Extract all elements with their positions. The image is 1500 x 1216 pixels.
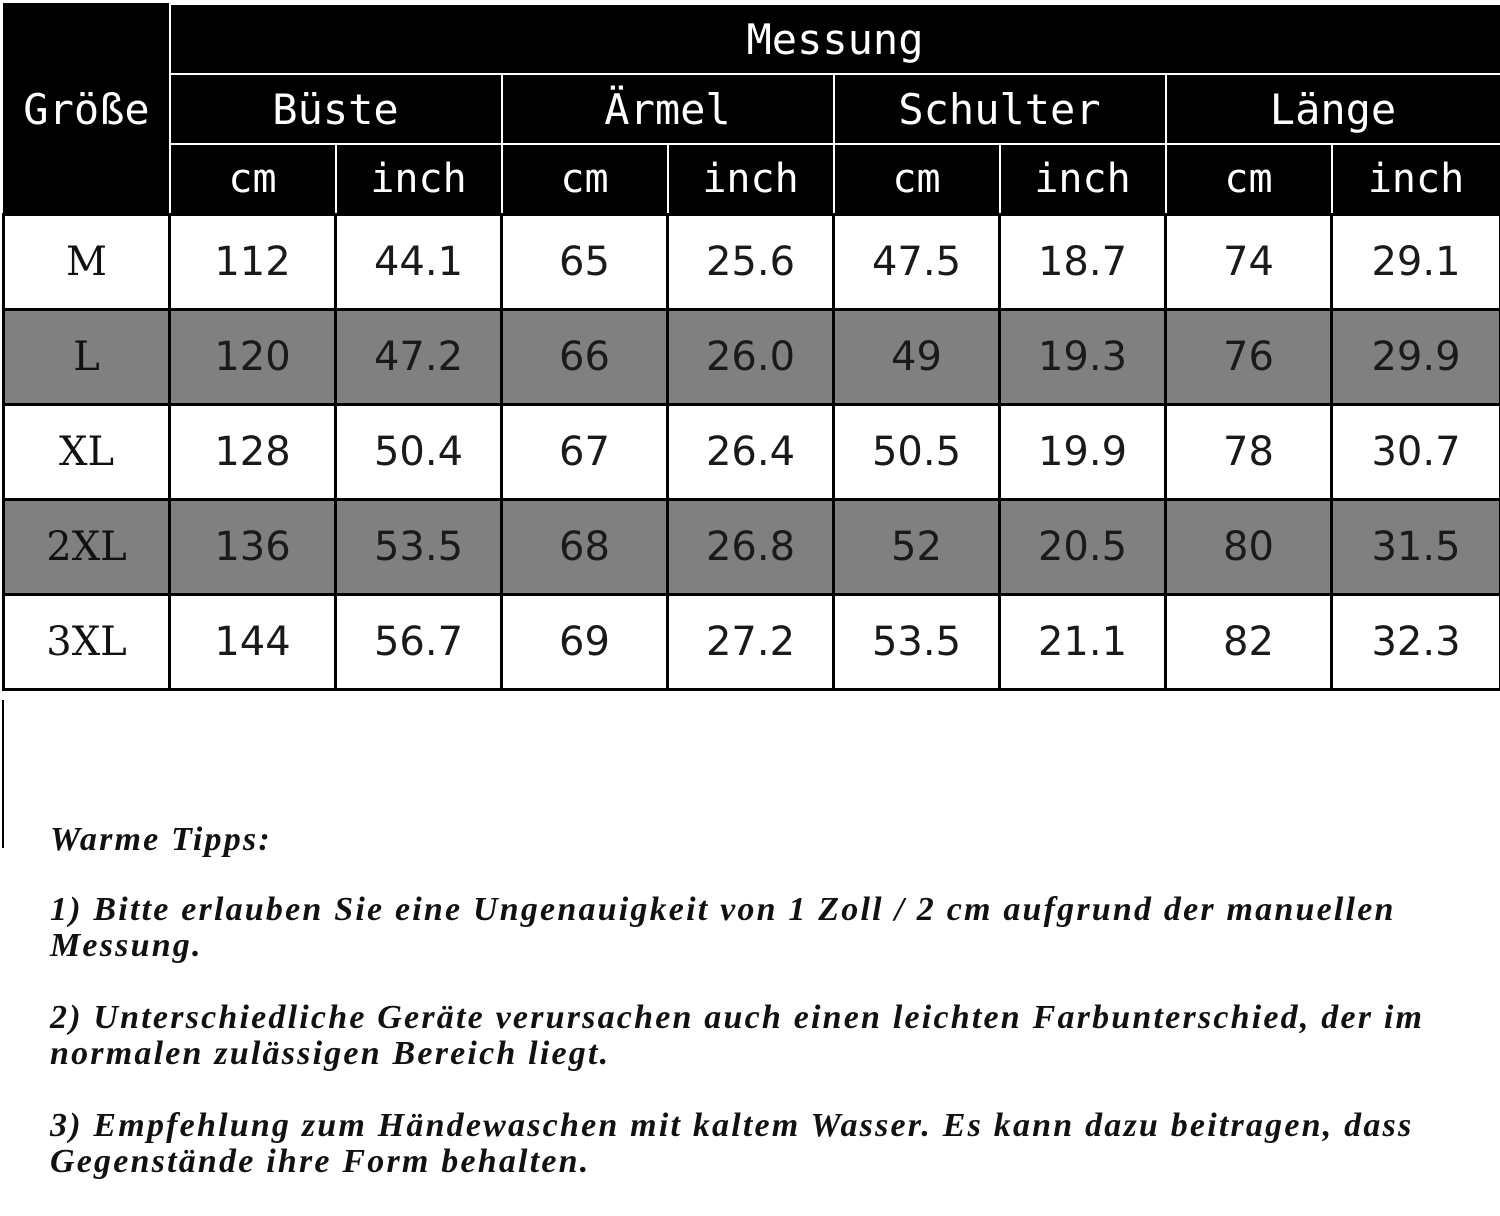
table-cell: 26.8 (668, 500, 834, 595)
table-cell: 112 (170, 215, 336, 310)
table-cell: 69 (502, 595, 668, 690)
table-cell: 47.2 (336, 310, 502, 405)
table-cell: 30.7 (1332, 405, 1500, 500)
table-cell: 44.1 (336, 215, 502, 310)
unit-header-inch: inch (1000, 144, 1166, 215)
table-cell: 50.5 (834, 405, 1000, 500)
table-cell: 56.7 (336, 595, 502, 690)
table-row (4, 310, 1500, 405)
table-cell: 53.5 (336, 500, 502, 595)
unit-header-inch: inch (668, 144, 834, 215)
unit-header-cm: cm (834, 144, 1000, 215)
table-edge-line (2, 700, 4, 848)
table-cell: 49 (834, 310, 1000, 405)
size-cell: 2XL (4, 500, 170, 595)
unit-header-cm: cm (1166, 144, 1332, 215)
tip-item: 1) Bitte erlauben Sie eine Ungenauigkeit von 1 Zoll / 2 cm aufgrund der manuellen Messung. (50, 892, 1490, 964)
size-cell: 3XL (4, 595, 170, 690)
size-header: Größe (4, 4, 170, 215)
table-cell: 31.5 (1332, 500, 1500, 595)
table-cell: 32.3 (1332, 595, 1500, 690)
tips-title: Warme Tipps: (50, 822, 1490, 858)
table-cell: 144 (170, 595, 336, 690)
group-header-bust: Büste (170, 74, 502, 144)
table-cell: 21.1 (1000, 595, 1166, 690)
table-cell: 128 (170, 405, 336, 500)
group-header-sleeve: Ärmel (502, 74, 834, 144)
table-cell: 26.0 (668, 310, 834, 405)
tip-item: 2) Unterschiedliche Geräte verursachen auch einen leichten Farbunterschied, der im normalen zulässigen Bereich liegt. (50, 1000, 1490, 1072)
table-cell: 66 (502, 310, 668, 405)
table-row (4, 405, 1500, 500)
table-cell: 18.7 (1000, 215, 1166, 310)
table-cell: 67 (502, 405, 668, 500)
table-cell: 27.2 (668, 595, 834, 690)
table-cell: 76 (1166, 310, 1332, 405)
table-cell: 47.5 (834, 215, 1000, 310)
table-row (4, 215, 1500, 310)
table-cell: 20.5 (1000, 500, 1166, 595)
unit-header-inch: inch (336, 144, 502, 215)
table-cell: 120 (170, 310, 336, 405)
size-cell: L (4, 310, 170, 405)
table-cell: 52 (834, 500, 1000, 595)
tip-item: 3) Empfehlung zum Händewaschen mit kaltem Wasser. Es kann dazu beitragen, dass Gegenstände ihre Form behalten. (50, 1108, 1490, 1180)
unit-header-cm: cm (170, 144, 336, 215)
table-cell: 53.5 (834, 595, 1000, 690)
table-cell: 78 (1166, 405, 1332, 500)
size-cell: M (4, 215, 170, 310)
measurement-header: Messung (170, 4, 1500, 74)
group-header-length: Länge (1166, 74, 1500, 144)
table-cell: 80 (1166, 500, 1332, 595)
table-cell: 19.9 (1000, 405, 1166, 500)
table-cell: 26.4 (668, 405, 834, 500)
table-cell: 74 (1166, 215, 1332, 310)
table-cell: 25.6 (668, 215, 834, 310)
table-cell: 65 (502, 215, 668, 310)
table-cell: 50.4 (336, 405, 502, 500)
unit-header-cm: cm (502, 144, 668, 215)
table-cell: 68 (502, 500, 668, 595)
size-cell: XL (4, 405, 170, 500)
table-cell: 82 (1166, 595, 1332, 690)
table-cell: 19.3 (1000, 310, 1166, 405)
table-cell: 29.9 (1332, 310, 1500, 405)
table-row (4, 595, 1500, 690)
table-cell: 136 (170, 500, 336, 595)
group-header-shoulder: Schulter (834, 74, 1166, 144)
care-tips (50, 822, 1490, 1216)
unit-header-inch: inch (1332, 144, 1500, 215)
table-cell: 29.1 (1332, 215, 1500, 310)
size-chart-table (2, 3, 1500, 691)
table-row (4, 500, 1500, 595)
